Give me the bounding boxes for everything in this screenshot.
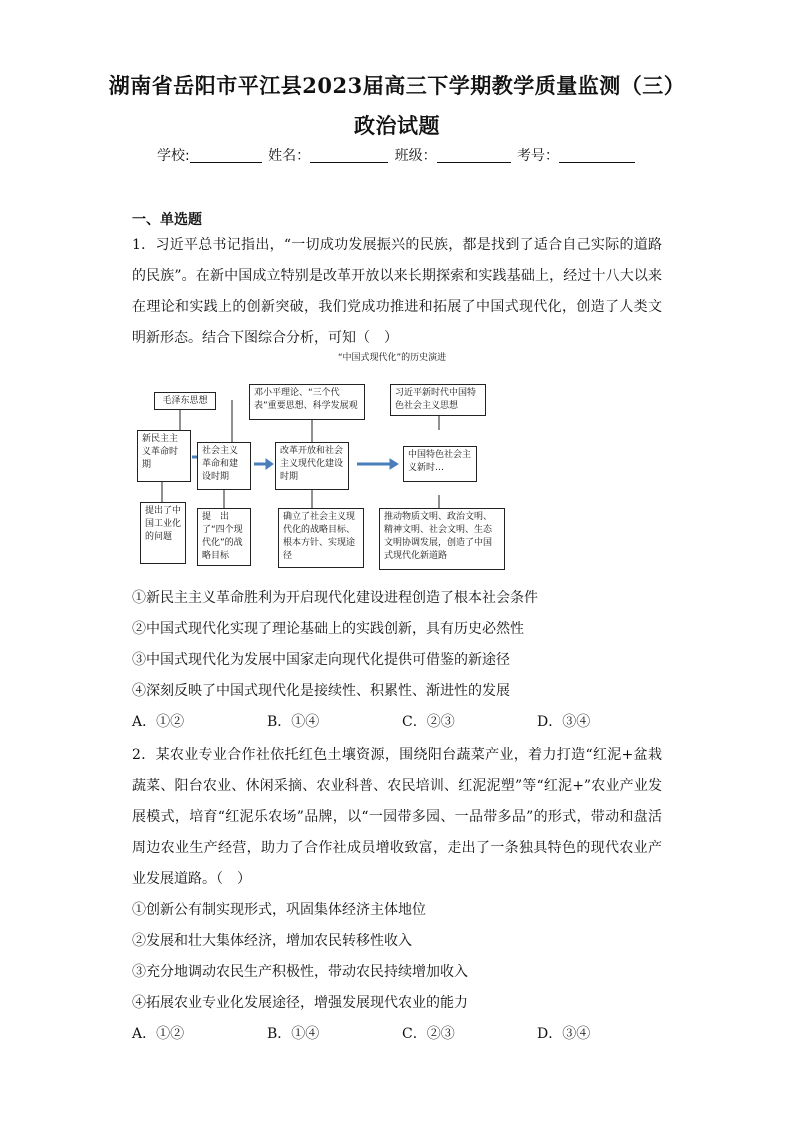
q2-option-2: ②发展和壮大集体经济，增加农民转移性收入	[132, 933, 412, 949]
q1-choice-a[interactable]: A．①②	[132, 714, 185, 730]
diagram-title: “中国式现代化”的历史演进	[337, 353, 447, 363]
q2-option-4: ④拓展农业专业化发展途径，增强发展现代农业的能力	[132, 995, 468, 1011]
q2-option-3: ③充分地调动农民生产积极性，带动农民持续增加收入	[132, 964, 468, 980]
box-result-3: 确立了社会主义现代化的战略目标、根本方针、实现途径	[278, 508, 364, 568]
q1-choices	[132, 711, 672, 731]
exam-title: 湖南省岳阳市平江县2023届高三下学期教学质量监测（三）	[108, 73, 686, 98]
q1-option-4: ④深刻反映了中国式现代化是接续性、积累性、渐进性的发展	[132, 683, 510, 699]
box-deng-theory: 邓小平理论、“三个代表”重要思想、科学发展观	[249, 384, 365, 420]
q1-choice-d[interactable]: D．③④	[537, 714, 591, 730]
q1-option-1: ①新民主主义革命胜利为开启现代化建设进程创造了根本社会条件	[132, 590, 538, 606]
section-heading: 一、单选题	[132, 212, 202, 228]
q1-choice-b[interactable]: B．①④	[267, 714, 320, 730]
student-info-row	[0, 145, 794, 165]
name-blank[interactable]	[310, 148, 388, 163]
exam-number-label: 考号：	[517, 148, 560, 164]
history-diagram	[132, 350, 672, 575]
q2-choice-a[interactable]: A．①②	[132, 1026, 185, 1042]
box-xi-thought: 习近平新时代中国特色社会主义思想	[390, 384, 486, 416]
class-blank[interactable]	[437, 148, 511, 163]
exam-subject: 政治试题	[354, 113, 440, 138]
box-result-1: 提出了中国工业化的问题	[140, 502, 186, 564]
school-blank[interactable]	[190, 148, 262, 163]
box-period-4: 中国特色社会主义新时…	[403, 446, 477, 482]
box-result-4: 推动物质文明、政治文明、精神文明、社会文明、生态文明协调发展，创造了中国式现代化新道路	[379, 508, 505, 570]
q1-option-2: ②中国式现代化实现了理论基础上的实践创新，具有历史必然性	[132, 621, 524, 637]
exam-number-blank[interactable]	[559, 148, 635, 163]
question-1-stem: 1．习近平总书记指出，“一切成功发展振兴的民族，都是找到了适合自己实际的道路的民族”。在新中国成立特别是改革开放以来长期探索和实践基础上，经过十八大以来在理论和实践上的创新突破，我们党成功推进和拓展了中国式现代化，创造了人类文明新形态。结合下图综合分析，可知（ ）	[132, 237, 662, 346]
q1-option-3: ③中国式现代化为发展中国家走向现代化提供可借鉴的新途径	[132, 652, 510, 668]
box-result-2: 提 出 了“四个现代化”的战略目标	[197, 508, 251, 566]
q2-choice-d[interactable]: D．③④	[537, 1026, 591, 1042]
question-2-stem: 2．某农业专业合作社依托红色土壤资源，围绕阳台蔬菜产业，着力打造“红泥+盆栽蔬菜、阳台农业、休闲采摘、农业科普、农民培训、红泥泥塑”等“红泥+”农业产业发展模式，培育“红泥乐农场”品牌，以“一园带多园、一品带多品”的形式，带动和盘活周边农业生产经营，助力了合作社成员增收致富，走出了一条独具特色的现代农业产业发展道路。（ ）	[132, 747, 662, 887]
school-label: 学校:	[156, 148, 190, 164]
box-mao-thought: 毛泽东思想	[154, 392, 216, 410]
q2-choice-b[interactable]: B．①④	[267, 1026, 320, 1042]
q1-choice-c[interactable]: C．②③	[402, 714, 455, 730]
box-period-2: 社会主义革命和建设时期	[197, 442, 251, 490]
q2-choice-c[interactable]: C．②③	[402, 1026, 455, 1042]
box-period-1: 新民主主义革命时期	[137, 430, 191, 482]
box-period-3: 改革开放和社会主义现代化建设时期	[275, 442, 349, 490]
q2-choices	[132, 1023, 672, 1043]
class-label: 班级：	[394, 148, 437, 164]
q2-option-1: ①创新公有制实现形式，巩固集体经济主体地位	[132, 902, 426, 918]
name-label: 姓名：	[268, 148, 311, 164]
